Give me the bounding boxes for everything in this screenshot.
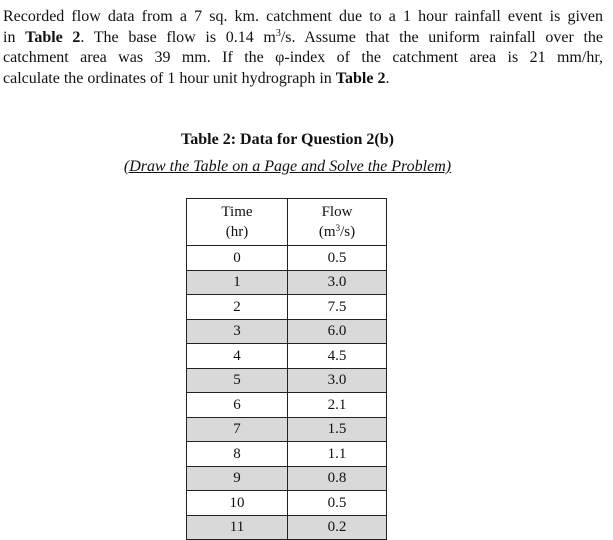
table-header-row — [187, 199, 387, 246]
flow-cell: 0.5 — [288, 491, 387, 516]
problem-line-2-post: . The base flow is 0.14 m — [80, 28, 276, 46]
time-cell: 9 — [187, 466, 288, 491]
problem-line-2 — [3, 28, 603, 49]
problem-line-2-end: /s. Assume that the uniform rainfall over the — [280, 28, 603, 46]
problem-line-2-pre: in — [3, 28, 26, 46]
problem-line-1: Recorded flow data from a 7 sq. km. catchment due to a 1 hour rainfall event is given — [3, 8, 603, 25]
header-flow-label: Flow — [321, 204, 353, 220]
time-cell: 0 — [187, 246, 288, 271]
time-cell: 6 — [187, 393, 288, 418]
flow-cell: 3.0 — [288, 270, 387, 295]
header-time-unit: (hr) — [225, 224, 249, 240]
problem-line-4 — [3, 69, 603, 90]
table-subtitle: (Draw the Table on a Page and Solve the Problem) — [123, 158, 452, 175]
time-cell: 2 — [187, 295, 288, 320]
flow-cell: 4.5 — [288, 344, 387, 369]
header-time-label: Time — [221, 204, 253, 220]
table-row — [187, 491, 387, 516]
time-cell: 3 — [187, 319, 288, 344]
problem-line-4-pre: calculate the ordinates of 1 hour unit hydrograph in — [3, 69, 336, 87]
flow-cell: 7.5 — [288, 295, 387, 320]
header-flow-unit-post: /s) — [340, 224, 356, 240]
table-row — [187, 270, 387, 295]
flow-cell: 0.8 — [288, 466, 387, 491]
flow-cell: 0.5 — [288, 246, 387, 271]
table-row — [187, 417, 387, 442]
header-flow-unit-pre: (m — [318, 224, 336, 240]
table-reference: Table 2 — [335, 69, 386, 87]
superscript-3: 3 — [275, 27, 281, 39]
time-cell: 4 — [187, 344, 288, 369]
table-row — [187, 246, 387, 271]
problem-line-4-post: . — [385, 69, 390, 87]
table-row — [187, 368, 387, 393]
header-flow-unit — [319, 224, 355, 240]
table-row — [187, 319, 387, 344]
table-title: Table 2: Data for Question 2(b) — [181, 131, 394, 148]
flow-cell: 0.2 — [288, 515, 387, 540]
header-flow — [288, 199, 387, 246]
header-flow-unit-sup: 3 — [335, 223, 341, 233]
flow-cell: 6.0 — [288, 319, 387, 344]
flow-cell: 1.1 — [288, 442, 387, 467]
table-body — [187, 246, 387, 540]
problem-line-3: catchment area was 39 mm. If the φ-index of the catchment area is 21 mm/hr, — [3, 49, 603, 66]
table-row — [187, 393, 387, 418]
table-row — [187, 466, 387, 491]
flow-cell: 3.0 — [288, 368, 387, 393]
table-row — [187, 442, 387, 467]
time-cell: 5 — [187, 368, 288, 393]
time-cell: 11 — [187, 515, 288, 540]
time-cell: 8 — [187, 442, 288, 467]
table-row — [187, 344, 387, 369]
flow-cell: 1.5 — [288, 417, 387, 442]
flow-cell: 2.1 — [288, 393, 387, 418]
table-reference: Table 2 — [25, 28, 81, 46]
header-time — [187, 199, 288, 246]
flow-data-table — [186, 198, 387, 540]
time-cell: 10 — [187, 491, 288, 516]
table-row — [187, 515, 387, 540]
time-cell: 1 — [187, 270, 288, 295]
table-row — [187, 295, 387, 320]
problem-statement — [3, 7, 603, 89]
time-cell: 7 — [187, 417, 288, 442]
